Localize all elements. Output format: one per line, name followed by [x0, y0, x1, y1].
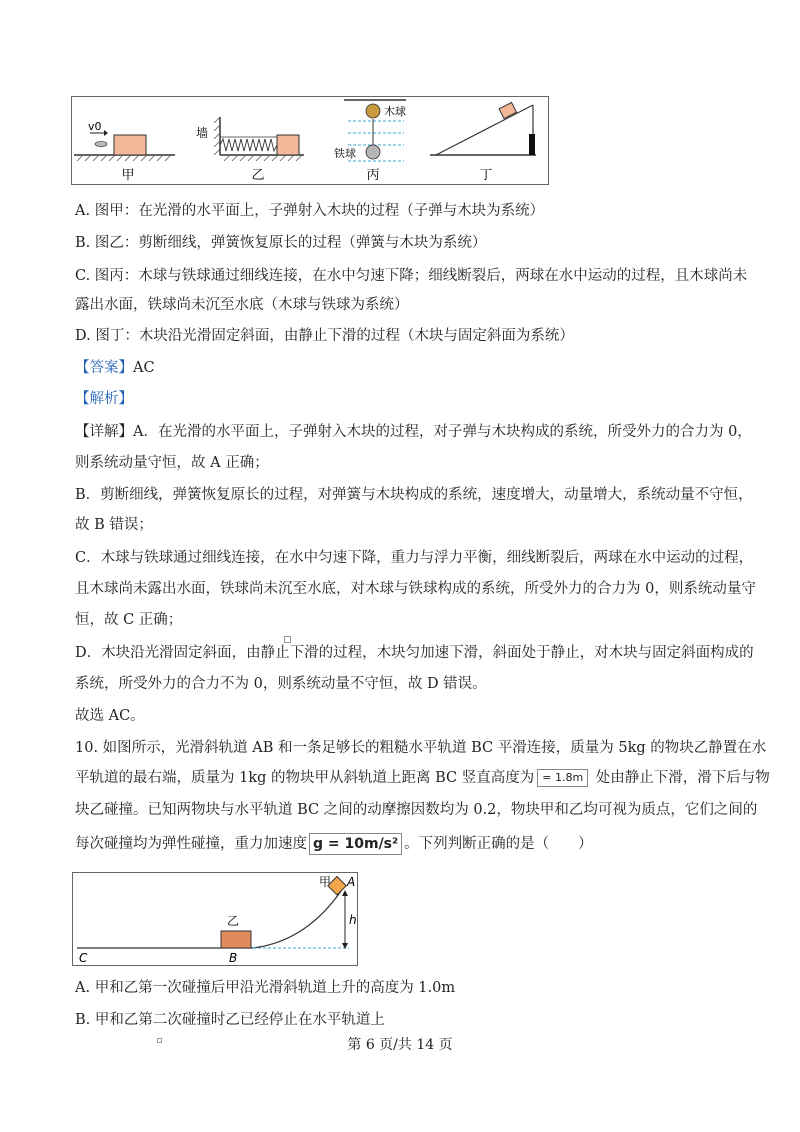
- answer-label: 【答案】: [75, 360, 133, 376]
- diagram-jia: [74, 120, 175, 161]
- stopper: [529, 134, 535, 155]
- q10-line-1: 10. 如图所示，光滑斜轨道 AB 和一条足够长的粗糙水平轨道 BC 平滑连接，质量为 5kg 的物块乙静置在水: [75, 740, 767, 756]
- track-ab: [253, 885, 345, 948]
- block-yi: [221, 931, 251, 948]
- option-d: D. 图丁：木块沿光滑固定斜面，由静止下滑的过程（木块与固定斜面为系统）: [75, 328, 574, 344]
- point-b-label: B: [229, 951, 238, 965]
- bullet-icon: [95, 142, 107, 147]
- caption-yi: 乙: [251, 168, 265, 183]
- explanation-line-4: 故 B 错误；: [75, 517, 153, 533]
- option-a: A. 图甲：在光滑的水平面上，子弹射入木块的过程（子弹与木块为系统）: [75, 203, 545, 219]
- option-c-line1: C. 图丙：木球与铁球通过细线连接，在水中匀速下降；细线断裂后，两球在水中运动的过程，且木球尚未: [75, 268, 748, 284]
- explanation-line-8: D．木块沿光滑固定斜面，由静止下滑的过程，木块匀加速下滑，斜面处于静止，对木块与固定斜面构成的: [75, 645, 754, 661]
- diagram-ding: [430, 102, 536, 155]
- figure-1: [71, 96, 549, 185]
- explanation-line-3: B．剪断细线，弹簧恢复原长的过程，对弹簧与木块构成的系统，速度增大，动量增大，系统动量不守恒，: [75, 487, 753, 503]
- q10-line-3: 块乙碰撞。已知两物块与水平轨道 BC 之间的动摩擦因数均为 0.2，物块甲和乙均可视为质点，它们之间的: [75, 802, 758, 818]
- caption-bing: 丙: [366, 168, 380, 183]
- explanation-line-10: 故选 AC。: [75, 708, 145, 724]
- block-on-incline: [499, 102, 516, 118]
- explanation-line-2: 则系统动量守恒，故 A 正确；: [75, 455, 269, 471]
- answer-value: AC: [133, 360, 155, 376]
- caption-jia: 甲: [121, 168, 135, 183]
- option-c-line2: 露出水面，铁球尚未沉至水底（木球与铁球为系统）: [75, 297, 409, 313]
- explanation-line-9: 系统，所受外力的合力不为 0，则系统动量不守恒，故 D 错误。: [75, 676, 487, 692]
- v0-label: v0: [88, 120, 102, 133]
- explanation-line-1: 【详解】A．在光滑的水平面上，子弹射入木块的过程，对子弹与木块构成的系统，所受外力的合力为 0，: [75, 424, 752, 440]
- explanation-line-6: 且木球尚未露出水面，铁球尚未沉至水底，对木球与铁球构成的系统，所受外力的合力为 0，则系统动量守: [75, 581, 756, 597]
- explanation-line-5: C．木球与铁球通过细线连接，在水中匀速下降，重力与浮力平衡，细线断裂后，两球在水中运动的过程，: [75, 550, 754, 566]
- jia-label: 甲: [319, 875, 332, 889]
- analysis-label: 【解析】: [75, 391, 133, 407]
- answer: [75, 358, 155, 378]
- spring-icon: [220, 139, 277, 151]
- figure-1-drawing: [72, 97, 548, 184]
- iron-ball-label: 铁球: [334, 147, 356, 160]
- q10-line-4: 每次碰撞均为弹性碰撞，重力加速度 g = 10m/s² 。下列判断正确的是（ ）: [75, 833, 593, 855]
- point-a-label: A: [347, 875, 356, 889]
- figure-2-drawing: [73, 873, 357, 965]
- wood-ball-icon: [366, 104, 380, 118]
- diagram-yi: [196, 117, 304, 161]
- explanation-line-7: 恒，故 C 正确；: [75, 612, 183, 628]
- caption-ding: 丁: [479, 168, 493, 183]
- figure-2: [72, 872, 358, 966]
- wall-label: 墙: [196, 126, 209, 140]
- stray-mark: [284, 636, 291, 643]
- wood-ball-label: 木球: [384, 105, 406, 118]
- yi-label: 乙: [227, 914, 240, 928]
- page-footer: 第 6 页/共 14 页: [347, 1037, 453, 1053]
- h-value-box: = 1.8m: [537, 769, 588, 787]
- diagram-bing: [334, 100, 406, 161]
- option-b: B. 图乙：剪断细线，弹簧恢复原长的过程（弹簧与木块为系统）: [75, 235, 487, 251]
- height-h-label: h: [349, 913, 357, 927]
- q10-option-b: B. 甲和乙第二次碰撞时乙已经停止在水平轨道上: [75, 1012, 385, 1028]
- q10-option-a: A. 甲和乙第一次碰撞后甲沿光滑斜轨道上升的高度为 1.0m: [75, 980, 456, 996]
- iron-ball-icon: [366, 145, 380, 159]
- q10-line-2: 平轨道的最右端，质量为 1kg 的物块甲从斜轨道上距离 BC 竖直高度为 = 1.8m 处由静止下滑，滑下后与物: [75, 770, 770, 786]
- g-value-box: g = 10m/s²: [309, 833, 402, 855]
- point-c-label: C: [79, 951, 88, 965]
